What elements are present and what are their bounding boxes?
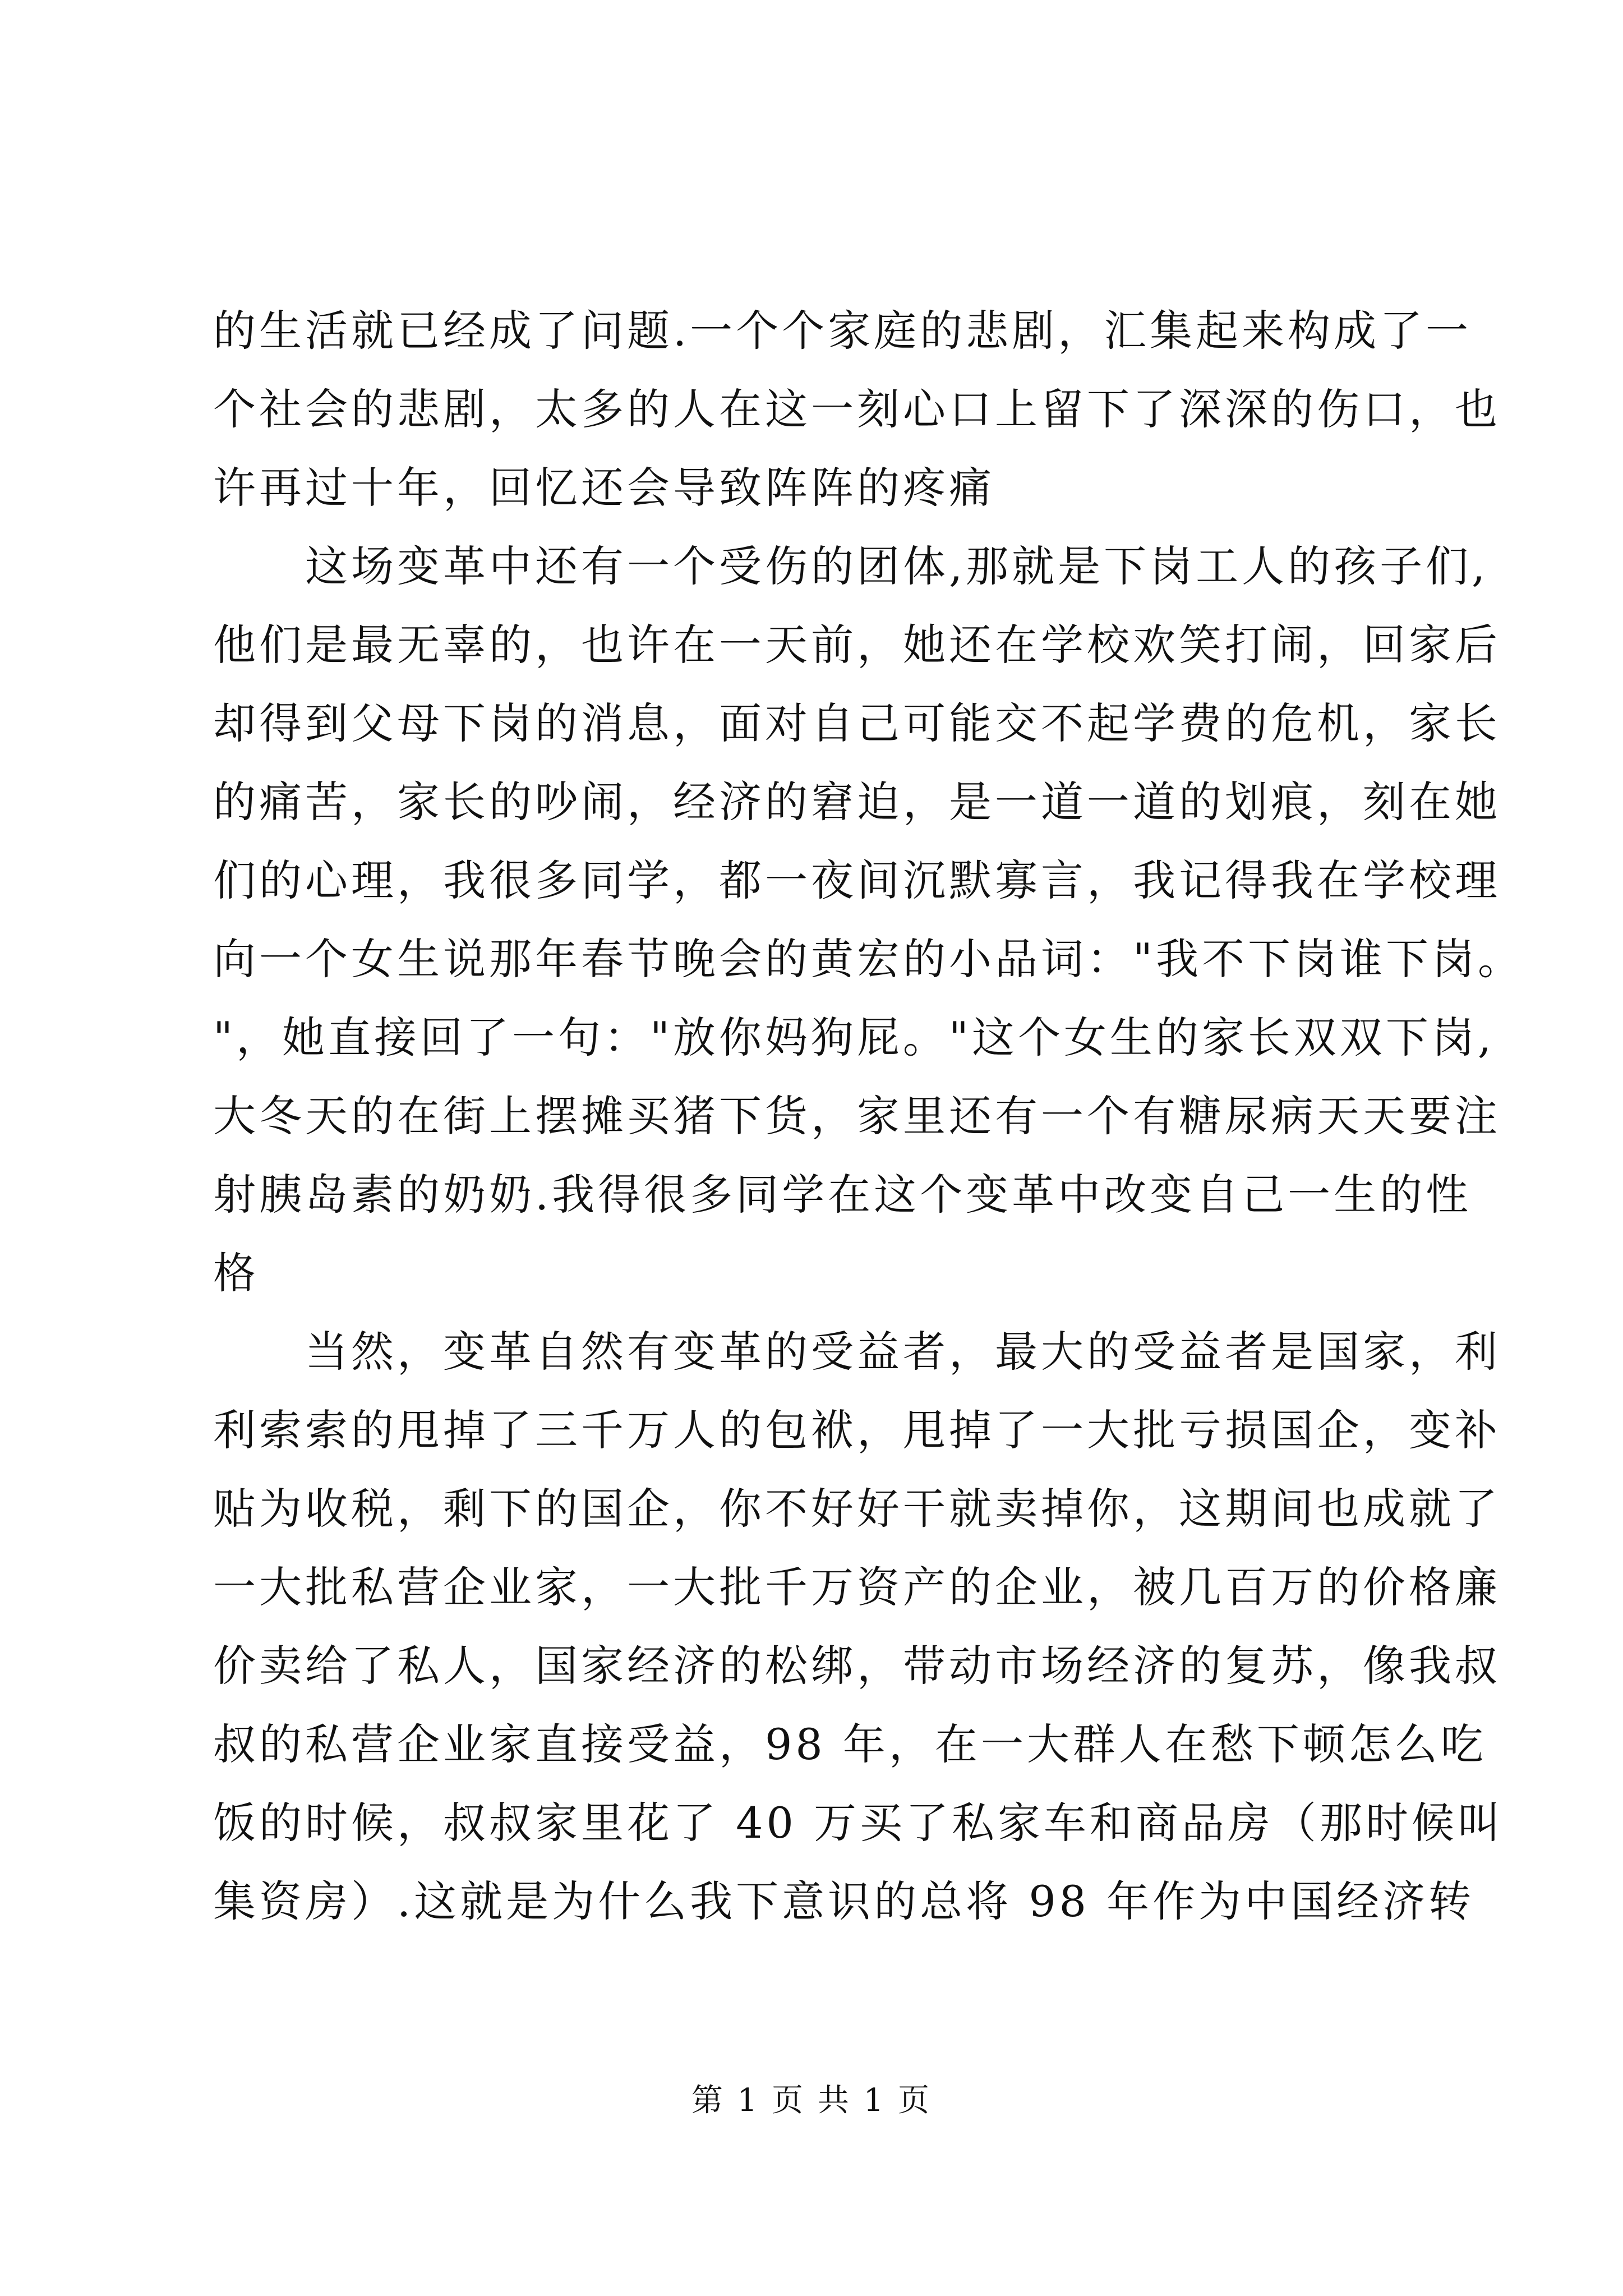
paragraph-3-line-7: 饭的时候，叔叔家里花了 40 万买了私家车和商品房（那时候叫	[213, 1798, 1504, 1848]
paragraph-2-line-7: "，她直接回了一句："放你妈狗屁。"这个女生的家长双双下岗,	[213, 1013, 1495, 1062]
paragraph-1-line-2: 个社会的悲剧，太多的人在这一刻心口上留下了深深的伤口，也	[213, 384, 1501, 434]
paragraph-2-line-9: 射胰岛素的奶奶.我得很多同学在这个变革中改变自己一生的性	[213, 1170, 1472, 1220]
page-footer: 第 1 页 共 1 页	[691, 2082, 932, 2119]
paragraph-1-line-1: 的生活就已经成了问题.一个个家庭的悲剧，汇集起来构成了一	[213, 306, 1472, 356]
paragraph-2-line-4: 的痛苦，家长的吵闹，经济的窘迫，是一道一道的划痕，刻在她	[213, 777, 1501, 827]
paragraph-2-line-2: 他们是最无辜的，也许在一天前，她还在学校欢笑打闹，回家后	[213, 620, 1501, 670]
paragraph-2-line-1: 这场变革中还有一个受伤的团体,那就是下岗工人的孩子们,	[305, 541, 1489, 591]
paragraph-3-line-3: 贴为收税，剩下的国企，你不好好干就卖掉你，这期间也成就了	[213, 1484, 1501, 1534]
paragraph-2-line-5: 们的心理，我很多同学，都一夜间沉默寡言，我记得我在学校理	[213, 855, 1501, 905]
paragraph-3-line-8: 集资房）.这就是为什么我下意识的总将 98 年作为中国经济转	[213, 1876, 1475, 1926]
paragraph-2-line-8: 大冬天的在街上摆摊买猪下货，家里还有一个有糖尿病天天要注	[213, 1091, 1501, 1141]
paragraph-2-line-6: 向一个女生说那年春节晚会的黄宏的小品词："我不下岗谁下岗。	[213, 934, 1524, 984]
paragraph-2-line-3: 却得到父母下岗的消息，面对自己可能交不起学费的危机，家长	[213, 698, 1501, 748]
paragraph-3-line-5: 价卖给了私人，国家经济的松绑，带动市场经济的复苏，像我叔	[213, 1641, 1501, 1691]
paragraph-3-line-6: 叔的私营企业家直接受益，98 年，在一大群人在愁下顿怎么吃	[213, 1719, 1487, 1769]
paragraph-1-line-3: 许再过十年，回忆还会导致阵阵的疼痛	[213, 463, 995, 513]
paragraph-2-line-10: 格	[213, 1248, 259, 1298]
document-body	[213, 292, 1524, 1941]
paragraph-3-line-2: 利索索的甩掉了三千万人的包袱，甩掉了一大批亏损国企，变补	[213, 1405, 1501, 1455]
paragraph-3-line-4: 一大批私营企业家，一大批千万资产的企业，被几百万的价格廉	[213, 1562, 1501, 1612]
paragraph-3-line-1: 当然，变革自然有变革的受益者，最大的受益者是国家，利	[305, 1327, 1501, 1377]
